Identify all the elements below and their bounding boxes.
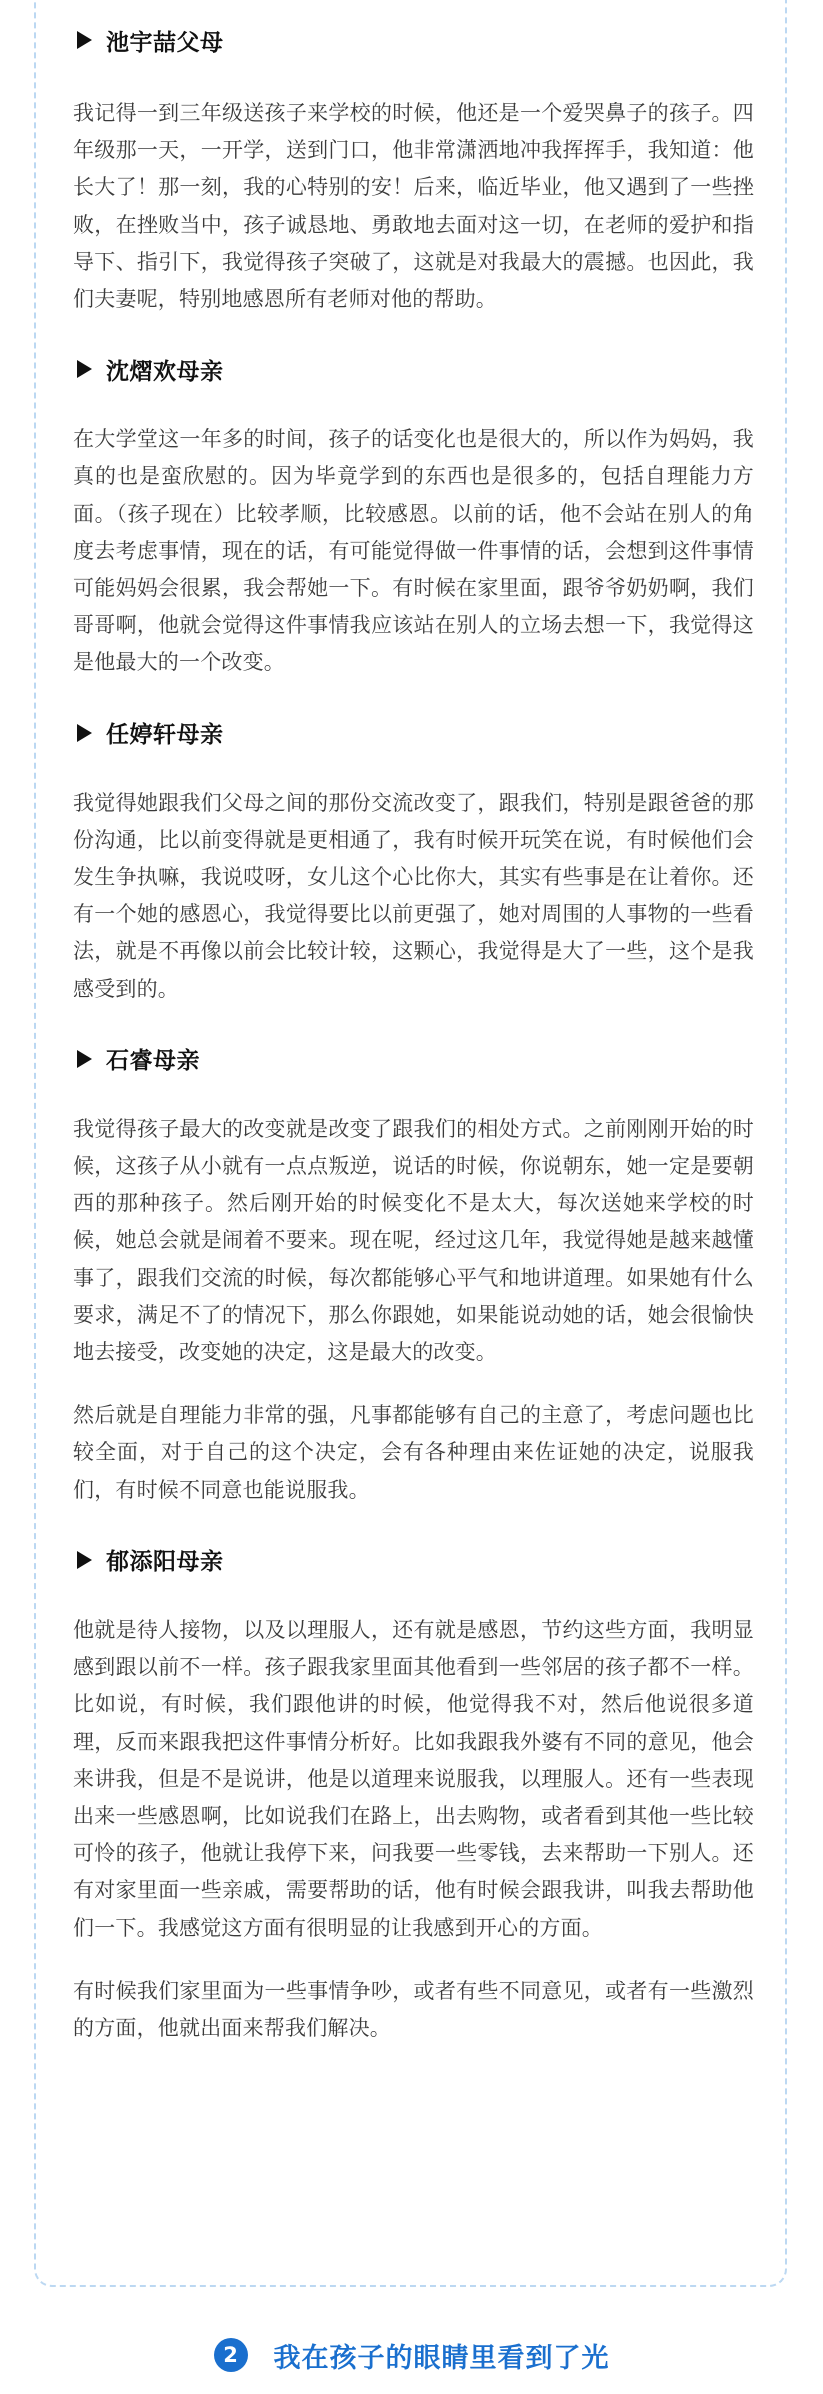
section-paragraph: 我觉得孩子最大的改变就是改变了跟我们的相处方式。之前刚刚开始的时候，这孩子从小就有一点点叛逆，说话的时候，你说朝东，她一定是要朝西的那种孩子。然后刚开始的时候变化不是太大，每次送她来学校的时候，她总会就是闹着不要来。现在呢，经过这几年，我觉得她是越来越懂事了，跟我们交流的时候，每次都能够心平气和地讲道理。如果她有什么要求，满足不了的情况下，那么你跟她，如果能说动她的话，她会很愉快地去接受，改变她的决定，这是最大的改变。 bbox=[73, 1116, 754, 1365]
chapter-number-badge: 2 bbox=[214, 2338, 248, 2372]
section-heading bbox=[73, 25, 754, 55]
section-title: 池宇喆父母 bbox=[106, 29, 224, 56]
section-title: 任婷轩母亲 bbox=[106, 722, 224, 749]
article-content bbox=[73, 0, 754, 2047]
section-heading bbox=[73, 718, 754, 748]
section-paragraph: 他就是待人接物，以及以理服人，还有就是感恩，节约这些方面，我明显感到跟以前不一样。孩子跟我家里面其他看到一些邻居的孩子都不一样。比如说，有时候，我们跟他讲的时候，他觉得我不对，然后他说很多道理，反而来跟我把这件事情分析好。比如我跟我外婆有不同的意见，他会来讲我，但是不是说讲，他是以道理来说服我，以理服人。还有一些表现出来一些感恩啊，比如说我们在路上，出去购物，或者看到其他一些比较可怜的孩子，他就让我停下来，问我要一些零钱，去来帮助一下别人。还有对家里面一些亲戚，需要帮助的话，他有时候会跟我讲，叫我去帮助他们一下。我感觉这方面有很明显的让我感到开心的方面。 bbox=[73, 1617, 754, 1940]
play-triangle-icon bbox=[77, 1050, 92, 1068]
section-title: 郁添阳母亲 bbox=[106, 1549, 224, 1576]
section-heading bbox=[73, 1044, 754, 1074]
section-title: 沈熠欢母亲 bbox=[106, 358, 224, 385]
chapter-heading bbox=[0, 2335, 823, 2375]
play-triangle-icon bbox=[77, 724, 92, 742]
section-paragraph: 然后就是自理能力非常的强，凡事都能够有自己的主意了，考虑问题也比较全面，对于自己的这个决定，会有各种理由来佐证她的决定，说服我们，有时候不同意也能说服我。 bbox=[73, 1403, 754, 1502]
section-paragraph: 有时候我们家里面为一些事情争吵，或者有些不同意见，或者有一些激烈的方面，他就出面来帮我们解决。 bbox=[73, 1978, 754, 2040]
section-heading bbox=[73, 1545, 754, 1575]
section-paragraph: 我记得一到三年级送孩子来学校的时候，他还是一个爱哭鼻子的孩子。四年级那一天，一开学，送到门口，他非常潇洒地冲我挥挥手，我知道：他长大了！那一刻，我的心特别的安！后来，临近毕业，他又遇到了一些挫败，在挫败当中，孩子诚恳地、勇敢地去面对这一切，在老师的爱护和指导下、指引下，我觉得孩子突破了，这就是对我最大的震撼。也因此，我们夫妻呢，特别地感恩所有老师对他的帮助。 bbox=[73, 101, 754, 312]
play-triangle-icon bbox=[77, 360, 92, 378]
section-paragraph: 在大学堂这一年多的时间，孩子的话变化也是很大的，所以作为妈妈，我真的也是蛮欣慰的。因为毕竟学到的东西也是很多的，包括自理能力方面。（孩子现在）比较孝顺，比较感恩。以前的话，他不会站在别人的角度去考虑事情，现在的话，有可能觉得做一件事情的话，会想到这件事情可能妈妈会很累，我会帮她一下。有时候在家里面，跟爷爷奶奶啊，我们哥哥啊，他就会觉得这件事情我应该站在别人的立场去想一下，我觉得这是他最大的一个改变。 bbox=[73, 427, 754, 675]
section-title: 石睿母亲 bbox=[106, 1048, 200, 1075]
play-triangle-icon bbox=[77, 31, 92, 49]
play-triangle-icon bbox=[77, 1551, 92, 1569]
section-paragraph: 我觉得她跟我们父母之间的那份交流改变了，跟我们，特别是跟爸爸的那份沟通，比以前变得就是更相通了，我有时候开玩笑在说，有时候他们会发生争执嘛，我说哎呀，女儿这个心比你大，其实有些事是在让着你。还有一个她的感恩心，我觉得要比以前更强了，她对周围的人事物的一些看法，就是不再像以前会比较计较，这颗心，我觉得是大了一些，这个是我感受到的。 bbox=[73, 790, 754, 1001]
section-heading bbox=[73, 354, 754, 384]
chapter-title: 我在孩子的眼睛里看到了光 bbox=[273, 2342, 610, 2374]
